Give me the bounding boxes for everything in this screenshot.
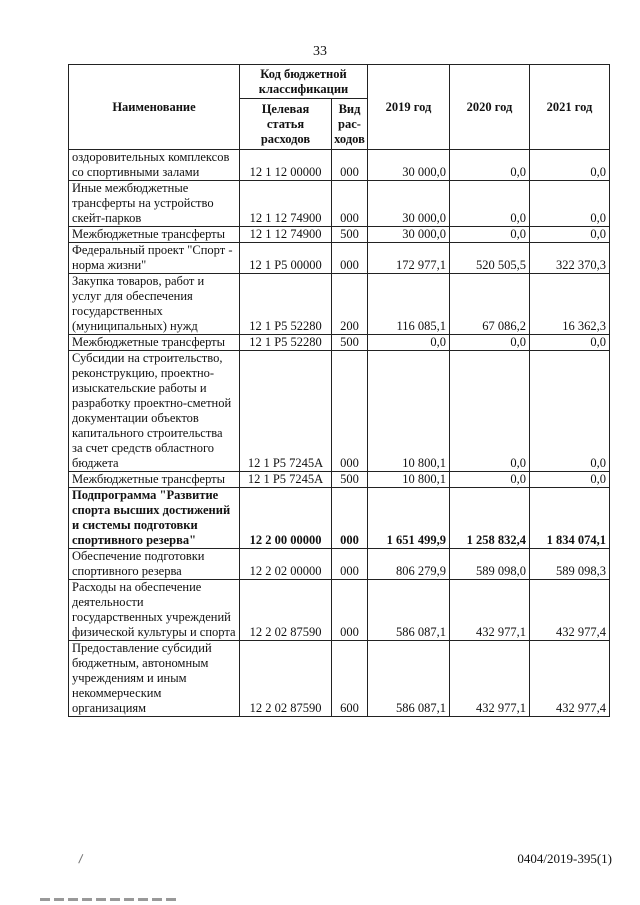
cell-2020: 432 977,1: [450, 580, 530, 641]
cell-2020: 0,0: [450, 351, 530, 472]
cell-2021: 322 370,3: [530, 243, 610, 274]
cell-target-code: 12 1 P5 7245A: [240, 351, 332, 472]
cell-name: Федеральный проект "Спорт - норма жизни": [69, 243, 240, 274]
table-row: [69, 488, 610, 549]
cell-name: Межбюджетные трансферты: [69, 227, 240, 243]
cell-2021: 0,0: [530, 181, 610, 227]
cell-2019: 30 000,0: [368, 181, 450, 227]
cell-expense-type: 000: [332, 243, 368, 274]
cell-expense-type: 000: [332, 549, 368, 580]
cell-2020: 1 258 832,4: [450, 488, 530, 549]
cell-name: Расходы на обеспечение деятельности государственных учреждений физической культуры и спорта: [69, 580, 240, 641]
table-row: [69, 243, 610, 274]
cell-2019: 586 087,1: [368, 580, 450, 641]
cell-2021: 1 834 074,1: [530, 488, 610, 549]
cell-2019: 586 087,1: [368, 641, 450, 717]
cell-2020: 0,0: [450, 181, 530, 227]
cell-target-code: 12 1 P5 52280: [240, 335, 332, 351]
table-header: [69, 65, 610, 150]
cell-name: Предоставление субсидий бюджетным, автономным учреждениям и иным некоммерческим организациям: [69, 641, 240, 717]
cell-2021: 589 098,3: [530, 549, 610, 580]
cell-name: Субсидии на строительство, реконструкцию, проектно-изыскательские работы и разработку проектно-сметной документации объектов капитального строительства за счет средств областного бюджета: [69, 351, 240, 472]
scan-artifact-mark: [78, 854, 89, 866]
cell-name: Подпрограмма "Развитие спорта высших достижений и системы подготовки спортивного резерва": [69, 488, 240, 549]
table-row: [69, 181, 610, 227]
cell-2021: 0,0: [530, 335, 610, 351]
header-code-group: Код бюджетной классификации: [240, 65, 368, 99]
header-code-type: Вид рас-ходов: [332, 99, 368, 150]
cell-2021: 0,0: [530, 150, 610, 181]
cell-expense-type: 500: [332, 335, 368, 351]
page-number: 33: [313, 44, 327, 59]
cell-2019: 0,0: [368, 335, 450, 351]
cell-expense-type: 000: [332, 150, 368, 181]
header-year-2021: 2021 год: [530, 65, 610, 150]
cell-2019: 172 977,1: [368, 243, 450, 274]
cell-2019: 116 085,1: [368, 274, 450, 335]
cell-2021: 0,0: [530, 472, 610, 488]
table-row: [69, 549, 610, 580]
cell-target-code: 12 2 02 00000: [240, 549, 332, 580]
cell-target-code: 12 1 12 74900: [240, 227, 332, 243]
budget-table: [68, 64, 610, 717]
document-number: 0404/2019-395(1): [517, 851, 612, 866]
scan-artifact-strip: [40, 898, 180, 901]
cell-expense-type: 000: [332, 181, 368, 227]
cell-name: оздоровительных комплексов со спортивными залами: [69, 150, 240, 181]
cell-expense-type: 500: [332, 472, 368, 488]
cell-expense-type: 500: [332, 227, 368, 243]
cell-2020: 432 977,1: [450, 641, 530, 717]
table-row: [69, 274, 610, 335]
cell-2020: 589 098,0: [450, 549, 530, 580]
cell-2019: 806 279,9: [368, 549, 450, 580]
cell-name: Межбюджетные трансферты: [69, 335, 240, 351]
cell-target-code: 12 1 P5 00000: [240, 243, 332, 274]
cell-target-code: 12 1 P5 7245A: [240, 472, 332, 488]
cell-2020: 67 086,2: [450, 274, 530, 335]
cell-2021: 0,0: [530, 351, 610, 472]
cell-target-code: 12 2 00 00000: [240, 488, 332, 549]
cell-expense-type: 000: [332, 488, 368, 549]
table-row: [69, 150, 610, 181]
cell-2021: 432 977,4: [530, 641, 610, 717]
header-year-2020: 2020 год: [450, 65, 530, 150]
cell-2019: 30 000,0: [368, 227, 450, 243]
cell-expense-type: 600: [332, 641, 368, 717]
cell-target-code: 12 2 02 87590: [240, 580, 332, 641]
table-row: [69, 227, 610, 243]
cell-2021: 16 362,3: [530, 274, 610, 335]
cell-name: Межбюджетные трансферты: [69, 472, 240, 488]
table-row: [69, 351, 610, 472]
cell-2019: 10 800,1: [368, 351, 450, 472]
cell-name: Закупка товаров, работ и услуг для обеспечения государственных (муниципальных) нужд: [69, 274, 240, 335]
header-name: Наименование: [69, 65, 240, 150]
table-row: [69, 335, 610, 351]
cell-name: Обеспечение подготовки спортивного резерва: [69, 549, 240, 580]
cell-2019: 1 651 499,9: [368, 488, 450, 549]
table-row: [69, 472, 610, 488]
table-row: [69, 641, 610, 717]
cell-2020: 0,0: [450, 335, 530, 351]
cell-target-code: 12 1 12 00000: [240, 150, 332, 181]
cell-2019: 10 800,1: [368, 472, 450, 488]
cell-2021: 432 977,4: [530, 580, 610, 641]
cell-2019: 30 000,0: [368, 150, 450, 181]
cell-2020: 0,0: [450, 150, 530, 181]
cell-target-code: 12 1 P5 52280: [240, 274, 332, 335]
cell-2020: 0,0: [450, 472, 530, 488]
cell-expense-type: 200: [332, 274, 368, 335]
cell-target-code: 12 1 12 74900: [240, 181, 332, 227]
cell-2020: 0,0: [450, 227, 530, 243]
table-body: [69, 150, 610, 717]
cell-expense-type: 000: [332, 351, 368, 472]
header-code-target: Целевая статья расходов: [240, 99, 332, 150]
cell-expense-type: 000: [332, 580, 368, 641]
header-year-2019: 2019 год: [368, 65, 450, 150]
cell-name: Иные межбюджетные трансферты на устройство скейт-парков: [69, 181, 240, 227]
cell-target-code: 12 2 02 87590: [240, 641, 332, 717]
cell-2020: 520 505,5: [450, 243, 530, 274]
cell-2021: 0,0: [530, 227, 610, 243]
table-row: [69, 580, 610, 641]
